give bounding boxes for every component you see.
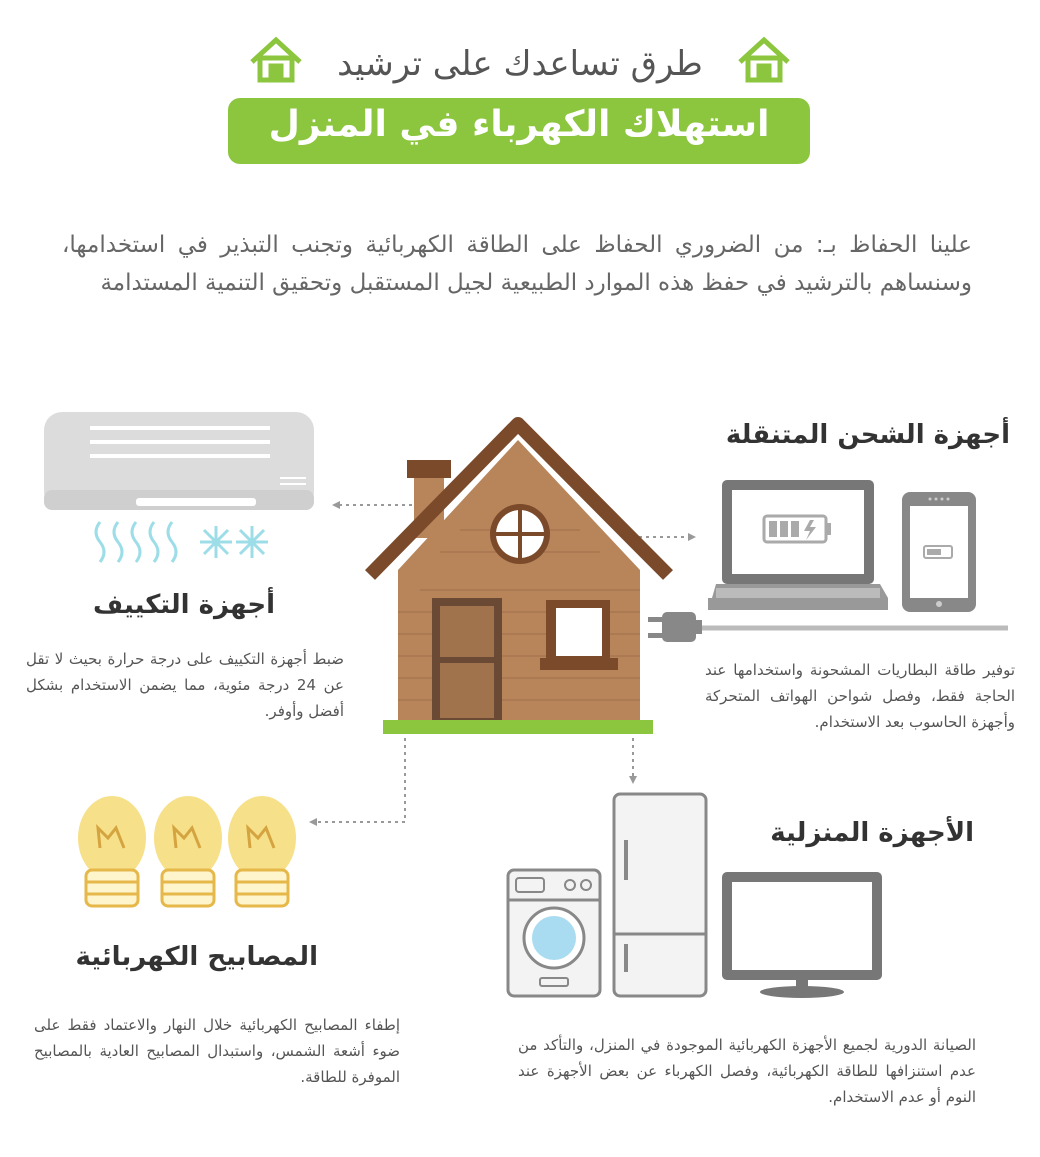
ac-description: ضبط أجهزة التكييف على درجة حرارة بحيث لا تقل عن 24 درجة مئوية، مما يضمن الاستخدام بشكل أفضل وأوفر. <box>26 650 345 720</box>
appliances-description: الصيانة الدورية لجميع الأجهزة الكهربائية الموجودة في المنزل، والتأكد من عدم استنزافها للطاقة الكهربائية، وفصل الكهرباء عن بعض الأجهزة عند النوم أو عدم الاستخدام. <box>518 1036 976 1106</box>
ac-heading: أجهزة التكييف <box>93 590 275 620</box>
air-conditioner-icon <box>44 412 314 562</box>
tv-icon <box>722 872 882 998</box>
house-icon <box>370 424 668 734</box>
page-title: استهلاك الكهرباء في المنزل <box>268 104 770 145</box>
plug-icon <box>648 612 1008 642</box>
lamps-heading: المصابيح الكهربائية <box>75 942 318 972</box>
house-outline-icon-left <box>252 40 300 80</box>
washing-machine-icon <box>508 870 600 996</box>
appliances-heading: الأجهزة المنزلية <box>770 818 974 848</box>
lamps-description: إطفاء المصابيح الكهربائية خلال النهار والاعتماد فقط على ضوء أشعة الشمس، واستبدال المصابيح العادية بالمصابيح الموفرة للطاقة. <box>34 1016 400 1086</box>
charging-description: توفير طاقة البطاريات المشحونة واستخدامها عند الحاجة فقط، وفصل شواحن الهواتف المتحركة وأجهزة الحاسوب بعد الاستخدام. <box>705 661 1015 731</box>
house-outline-icon-right <box>740 40 788 80</box>
charging-heading: أجهزة الشحن المتنقلة <box>725 420 1010 450</box>
refrigerator-icon <box>614 794 706 996</box>
phone-icon <box>902 492 976 612</box>
intro-text: علينا الحفاظ بـ: من الضروري الحفاظ على الطاقة الكهربائية وتجنب التبذير في استخدامها، وسنساهم بالترشيد في حفظ هذه الموارد الطبيعية لجيل المستقبل وتحقيق التنمية المستدامة <box>62 232 972 296</box>
light-bulb-icon <box>78 796 296 906</box>
laptop-icon <box>708 480 888 610</box>
page-subtitle: طرق تساعدك على ترشيد <box>337 44 703 84</box>
